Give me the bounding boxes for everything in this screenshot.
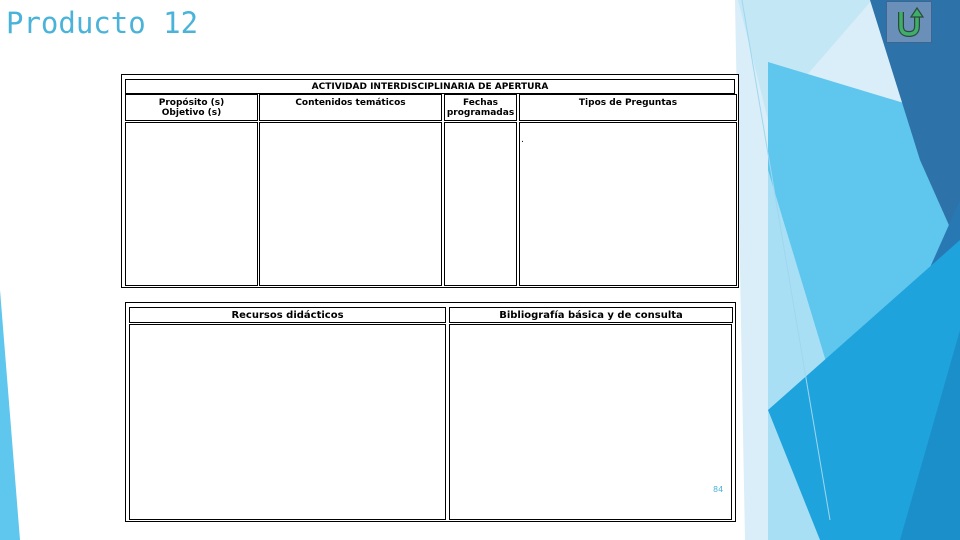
light-triangle-top xyxy=(738,0,872,120)
bright-blue-shape xyxy=(768,240,960,540)
slide-title: Producto 12 xyxy=(6,6,199,40)
back-button[interactable] xyxy=(886,1,932,43)
activity-table-title: ACTIVIDAD INTERDISCIPLINARIA DE APERTURA xyxy=(125,79,735,94)
header-dates-line2: programadas xyxy=(446,108,515,118)
header-resources: Recursos didácticos xyxy=(129,307,446,323)
mid-blue-corner xyxy=(900,330,960,540)
header-question-types-line1: Tipos de Preguntas xyxy=(578,98,678,108)
header-bibliography: Bibliografía básica y de consulta xyxy=(449,307,733,323)
header-contents-line1: Contenidos temáticos xyxy=(295,98,406,108)
left-edge-sliver xyxy=(0,290,20,540)
u-turn-arrow-icon xyxy=(891,4,927,40)
thin-line xyxy=(742,0,830,520)
contents-cell xyxy=(259,122,442,286)
resources-cell xyxy=(129,324,446,520)
bibliography-cell xyxy=(449,324,732,520)
header-purpose-line1: Propósito (s) xyxy=(158,98,225,108)
pale-panel xyxy=(735,0,960,540)
resources-table xyxy=(125,302,736,522)
page-number: 84 xyxy=(713,485,724,494)
header-purpose-line2: Objetivo (s) xyxy=(161,108,222,118)
stray-mark: . xyxy=(521,135,524,145)
dark-blue-band-bottom xyxy=(860,200,960,540)
header-dates xyxy=(444,94,517,121)
purpose-cell xyxy=(125,122,258,286)
header-purpose xyxy=(125,94,258,121)
pale-sliver xyxy=(768,170,880,540)
dates-cell xyxy=(444,122,517,286)
header-question-types xyxy=(519,94,737,121)
light-blue-shape xyxy=(768,62,960,540)
header-contents xyxy=(259,94,442,121)
question-types-cell xyxy=(519,122,737,286)
activity-table xyxy=(121,74,739,288)
header-dates-line1: Fechas xyxy=(462,98,499,108)
